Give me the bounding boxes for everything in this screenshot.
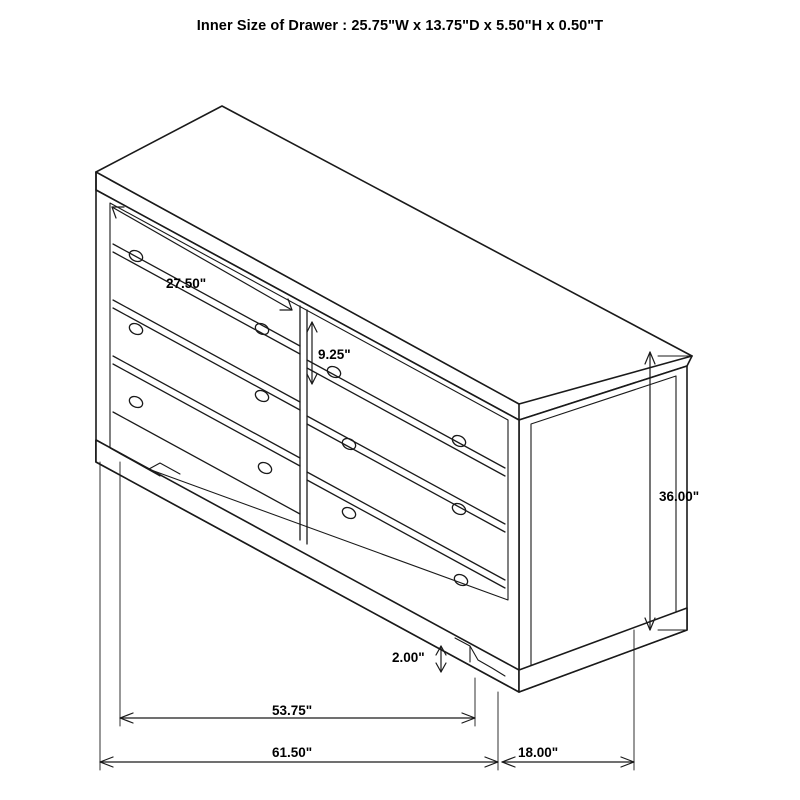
dimension-label-case-width: 53.75" — [272, 703, 313, 718]
dimension-label-drawer-width: 27.50" — [166, 276, 207, 291]
dimension-label-drawer-height: 9.25" — [318, 347, 351, 362]
dimension-label-base-clearance: 2.00" — [392, 650, 425, 665]
page-title: Inner Size of Drawer : 25.75"W x 13.75"D x 5.50"H x 0.50"T — [196, 18, 604, 34]
dimension-label-total-width: 61.50" — [272, 745, 313, 760]
dimension-label-case-height: 36.00" — [659, 489, 700, 504]
dimension-label-depth: 18.00" — [518, 745, 559, 760]
